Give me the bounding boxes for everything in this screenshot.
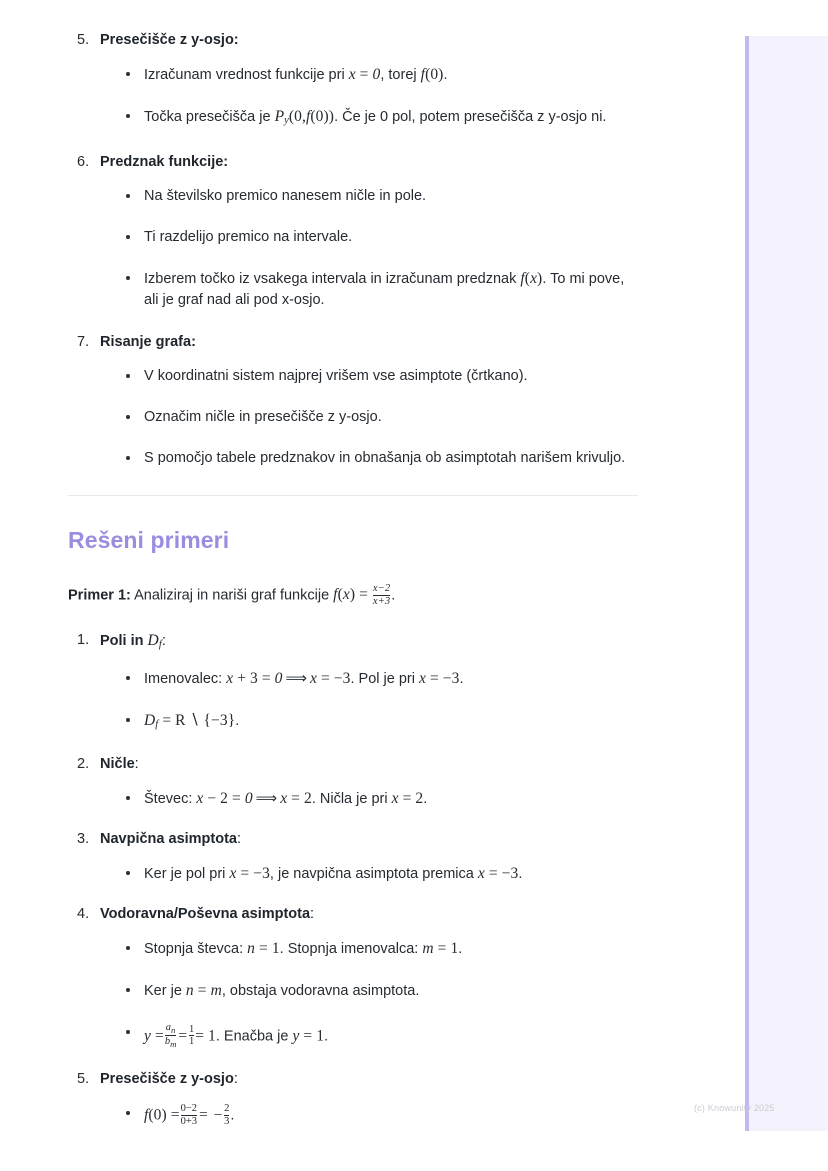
math-expression: x = −3	[419, 669, 460, 687]
math-expression: x = 2	[280, 789, 312, 807]
list-item: Na številsko premico nanesem ničle in pole.	[124, 186, 637, 207]
bullet-list	[100, 1103, 637, 1128]
outline-item-step-5	[77, 30, 637, 131]
watermark: (c) Knowunity 2025	[694, 1103, 775, 1113]
implies-arrow: ⟹	[255, 790, 278, 807]
fraction-coefficients	[165, 1022, 177, 1051]
step-title-suffix: :	[233, 1071, 238, 1088]
example-period: .	[391, 587, 396, 604]
math-expression: n = 1	[247, 939, 280, 957]
math-expression: x = −3	[310, 669, 351, 687]
bullet-text: .	[459, 670, 464, 687]
list-number: 7.	[77, 334, 90, 350]
bullet-text: , torej	[380, 67, 421, 83]
bullet-text: .	[518, 865, 523, 882]
list-item	[124, 938, 637, 960]
step-title-text: Presečišče z y-osjo	[100, 1071, 234, 1088]
list-item	[124, 863, 637, 885]
bullet-text: Števec:	[144, 790, 197, 807]
bullet-text: Ker je pol pri	[144, 865, 230, 882]
math-expression: y =	[144, 1026, 164, 1044]
math-expression: f(x)	[520, 270, 543, 287]
list-item	[124, 1022, 637, 1051]
list-item	[124, 64, 637, 86]
math-expression: f(0)	[420, 66, 444, 83]
step-title-text: Ničle	[100, 755, 135, 772]
procedure-outline	[68, 30, 637, 469]
implies-arrow: ⟹	[285, 670, 308, 687]
math-expression: x = −3	[477, 864, 519, 882]
list-item	[124, 710, 637, 735]
bullet-text: . Enačba je	[215, 1027, 293, 1044]
bullet-text: , obstaja vodoravna asimptota.	[221, 982, 420, 999]
list-item	[124, 668, 637, 690]
math-expression: x = −3	[229, 864, 270, 882]
bullet-list	[100, 788, 637, 810]
bullet-text: .	[458, 940, 463, 957]
step-title	[100, 904, 637, 925]
bullet-list	[100, 863, 637, 885]
list-item	[124, 106, 637, 131]
outline-item-example-5	[77, 1069, 637, 1128]
step-title	[100, 829, 637, 850]
bullet-text: Ker je	[144, 982, 186, 999]
step-title-suffix: :	[310, 905, 315, 922]
list-number: 6.	[77, 154, 90, 170]
bullet-list	[100, 938, 637, 1051]
math-expression: $P_y(0,f(0))$	[274, 108, 335, 126]
step-title-suffix: :	[134, 755, 139, 772]
section-divider	[68, 495, 638, 496]
math-expression: $D_f = R$ ∖ {−3}	[144, 711, 236, 730]
fraction-denominator: 3	[224, 1116, 230, 1128]
bullet-text: Izberem točko iz vsakega intervala in izračunam predznak	[144, 271, 521, 287]
list-item: V koordinatni sistem najprej vrišem vse asimptote (črtkano).	[124, 366, 637, 387]
list-item	[124, 1103, 637, 1128]
math-expression: = −	[198, 1106, 224, 1124]
math-expression: x + 3 = 0	[226, 669, 283, 687]
step-title-suffix: :	[237, 830, 242, 847]
bullet-list	[100, 366, 637, 469]
math-expression: x − 2 = 0	[196, 789, 253, 807]
fraction-numerator: 1	[188, 1023, 195, 1035]
bullet-text: , je navpična asimptota premica	[269, 865, 478, 882]
bullet-text: .	[324, 1027, 329, 1044]
bullet-text: .	[230, 1107, 235, 1124]
bullet-text: Točka presečišča je	[144, 109, 275, 125]
bullet-text: . To mi pove, ali je graf nad ali pod x-osjo.	[144, 271, 625, 308]
math-expression: n = m	[185, 981, 222, 999]
step-title-text: Poli in	[100, 632, 144, 649]
bullet-text: Stopnja števca:	[144, 940, 248, 957]
bullet-text: . Ničla je pri	[311, 790, 392, 807]
example-intro	[68, 583, 637, 608]
outline-item-example-4	[77, 904, 637, 1051]
bullet-text: . Če je 0 pol, potem presečišča z y-osjo ni.	[334, 109, 607, 125]
bullet-list	[100, 186, 637, 311]
list-number: 4.	[77, 905, 90, 922]
example-outline	[68, 630, 637, 1128]
math-domain-symbol: $D_f$	[147, 631, 162, 650]
step-title	[100, 754, 637, 775]
fraction-denominator: 1	[188, 1036, 195, 1048]
decorative-side-panel	[745, 36, 828, 1131]
math-expression: y = 1	[292, 1026, 325, 1044]
fraction-numerator: 0−2	[180, 1103, 198, 1115]
math-expression: x = 2	[391, 789, 424, 807]
example-label: Primer 1:	[68, 587, 131, 604]
bullet-text: . Stopnja imenovalca:	[279, 940, 423, 957]
list-number: 2.	[77, 755, 90, 772]
bullet-text: Izračunam vrednost funkcije pri	[144, 67, 349, 83]
fraction-y-intercept	[181, 1103, 197, 1128]
fraction-denominator: $b_m$	[164, 1036, 177, 1050]
math-expression: x = 0	[348, 66, 381, 83]
fraction-numerator: 2	[224, 1103, 230, 1115]
list-item	[124, 788, 637, 810]
math-expression: f(0) =	[144, 1106, 180, 1124]
example-text: Analiziraj in nariši graf funkcije	[130, 587, 334, 604]
outline-item-example-1	[77, 630, 637, 735]
list-number: 5.	[77, 32, 90, 48]
fraction-numerator: $a_n$	[165, 1021, 176, 1035]
outline-item-step-6	[77, 152, 637, 311]
math-expression: = 1	[195, 1026, 216, 1044]
step-title-text: Vodoravna/Poševna asimptota	[100, 905, 311, 922]
math-expression: m = 1	[422, 939, 459, 957]
step-title-suffix: :	[161, 632, 166, 649]
list-number: 1.	[77, 631, 90, 648]
bullet-list	[100, 668, 637, 735]
bullet-text: Imenovalec:	[144, 670, 227, 687]
bullet-text: .	[423, 790, 428, 807]
list-number: 5.	[77, 1071, 90, 1088]
bullet-text: . Pol je pri	[350, 670, 419, 687]
outline-item-example-2	[77, 754, 637, 810]
step-title-text: Navpična asimptota	[100, 830, 237, 847]
bullet-list	[100, 64, 637, 131]
fraction-numerator: x−2	[372, 583, 391, 594]
fraction-one-over-one	[189, 1024, 194, 1049]
page-title: Rešeni primeri	[68, 527, 230, 553]
step-title: Risanje grafa:	[100, 334, 196, 350]
list-item: Označim ničle in presečišče z y-osjo.	[124, 407, 637, 428]
step-title: Predznak funkcije:	[100, 154, 229, 170]
outline-item-example-3	[77, 829, 637, 885]
math-function-definition: f(x) = $\frac{x-2}{x+3}$	[333, 583, 391, 607]
step-title	[100, 1069, 637, 1090]
fraction-result	[224, 1103, 229, 1128]
list-item: Ti razdelijo premico na intervale.	[124, 227, 637, 248]
list-item	[124, 268, 637, 311]
list-item	[124, 980, 637, 1002]
outline-item-step-7	[77, 332, 637, 469]
bullet-text: .	[235, 712, 240, 729]
list-number: 3.	[77, 830, 90, 847]
step-title: Presečišče z y-osjo:	[100, 32, 239, 48]
fraction-denominator: 0+3	[180, 1116, 198, 1128]
math-expression: =	[177, 1026, 188, 1044]
fraction-denominator: x+3	[372, 595, 391, 607]
list-item: S pomočjo tabele predznakov in obnašanja ob asimptotah narišem krivuljo.	[124, 448, 637, 469]
step-title	[100, 630, 637, 655]
bullet-text: .	[443, 67, 448, 83]
